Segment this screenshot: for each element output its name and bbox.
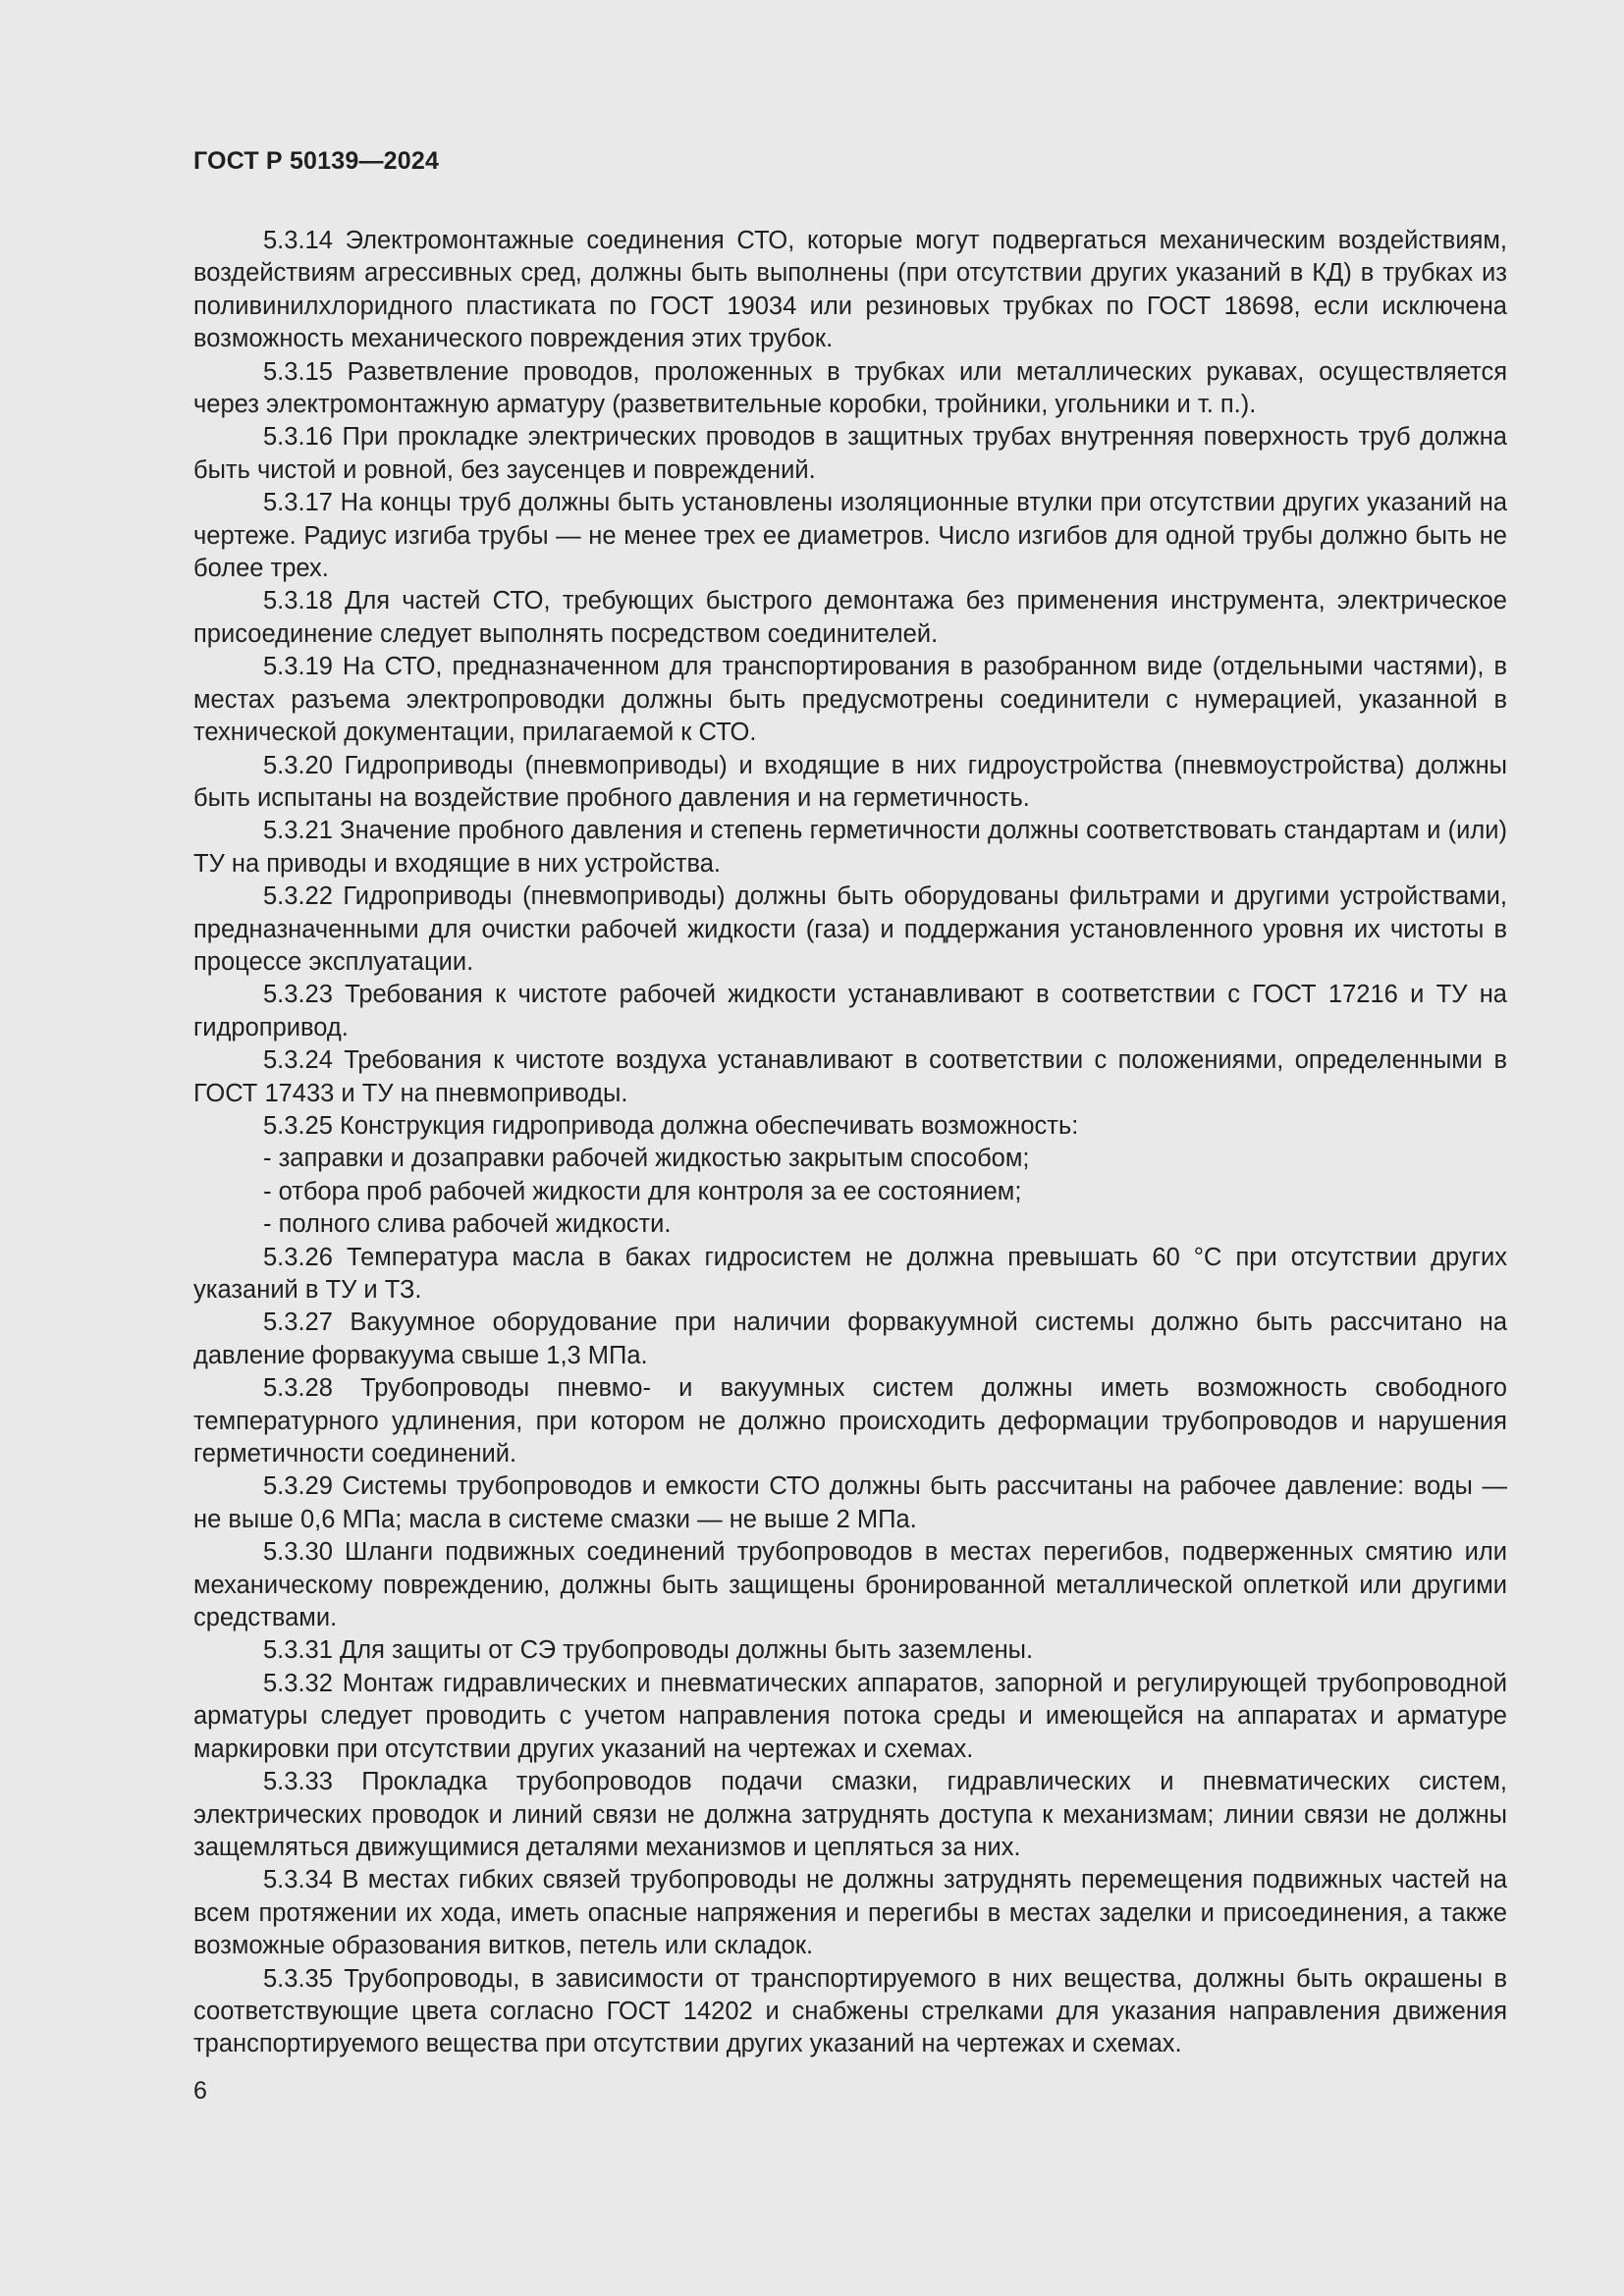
paragraph-5-3-28: 5.3.28 Трубопроводы пневмо- и вакуумных систем должны иметь возможность свободного температурного удлинения, при котором не должно происходить деформации трубопроводов и нарушения герметичности соединений. — [193, 1374, 1507, 1468]
paragraph-5-3-33: 5.3.33 Прокладка трубопроводов подачи смазки, гидравлических и пневматических систем, электрических проводок и линий связи не должна затруднять доступа к механизмам; линии связи не должны защемляться движущимися деталями механизмов и цепляться за них. — [193, 1768, 1507, 1861]
list-item: - заправки и дозаправки рабочей жидкостью закрытым способом; — [263, 1145, 1030, 1173]
paragraph-5-3-21: 5.3.21 Значение пробного давления и степень герметичности должны соответствовать стандартам и (или) ТУ на приводы и входящие в них устройства. — [193, 817, 1507, 878]
paragraph-5-3-26: 5.3.26 Температура масла в баках гидросистем не должна превышать 60 °С при отсутствии других указаний в ТУ и ТЗ. — [193, 1243, 1507, 1304]
document-header: ГОСТ Р 50139—2024 — [193, 147, 440, 175]
paragraph-5-3-15: 5.3.15 Разветвление проводов, проложенных в трубках или металлических рукавах, осуществляется через электромонтажную арматуру (разветвительные коробки, тройники, угольники и т. п.). — [193, 357, 1507, 419]
paragraph-5-3-29: 5.3.29 Системы трубопроводов и емкости СТО должны быть рассчитаны на рабочее давление: воды — не выше 0,6 МПа; масла в системе смазки — не выше 2 МПа. — [193, 1472, 1507, 1533]
list-item: - полного слива рабочей жидкости. — [263, 1210, 672, 1239]
list-item: - отбора проб рабочей жидкости для контроля за ее состоянием; — [263, 1177, 1022, 1205]
page-number: 6 — [193, 2077, 207, 2105]
paragraph-5-3-24: 5.3.24 Требования к чистоте воздуха устанавливают в соответствии с положениями, определенными в ГОСТ 17433 и ТУ на пневмоприводы. — [193, 1046, 1507, 1107]
paragraph-5-3-30: 5.3.30 Шланги подвижных соединений трубопроводов в местах перегибов, подверженных смятию или механическому повреждению, должны быть защищены бронированной металлической оплеткой или другими средствами. — [193, 1538, 1507, 1632]
paragraph-5-3-17: 5.3.17 На концы труб должны быть установлены изоляционные втулки при отсутствии других указаний на чертеже. Радиус изгиба трубы — не менее трех ее диаметров. Число изгибов для одной трубы должно быть не более трех. — [193, 489, 1507, 583]
paragraph-5-3-19: 5.3.19 На СТО, предназначенном для транспортирования в разобранном виде (отдельными частями), в местах разъема электропроводки должны быть предусмотрены соединители с нумерацией, указанной в технической документации, прилагаемой к СТО. — [193, 653, 1507, 747]
paragraph-5-3-14: 5.3.14 Электромонтажные соединения СТО, которые могут подвергаться механическим воздействиям, воздействиям агрессивных сред, должны быть выполнены (при отсутствии других указаний в КД) в трубках из поливинилхлоридного пластиката по ГОСТ 19034 или резиновых трубках по ГОСТ 18698, если исключена возможность механического повреждения этих трубок. — [193, 227, 1507, 353]
document-body — [193, 225, 1507, 2061]
paragraph-5-3-25: 5.3.25 Конструкция гидропривода должна обеспечивать возможность: — [263, 1111, 1079, 1140]
paragraph-5-3-18: 5.3.18 Для частей СТО, требующих быстрого демонтажа без применения инструмента, электрическое присоединение следует выполнять посредством соединителей. — [193, 587, 1507, 648]
paragraph-5-3-34: 5.3.34 В местах гибких связей трубопроводы не должны затруднять перемещения подвижных частей на всем протяжении их хода, иметь опасные напряжения и перегибы в местах заделки и присоединения, а также возможные образования витков, петель или складок. — [193, 1866, 1507, 1960]
paragraph-5-3-27: 5.3.27 Вакуумное оборудование при наличии форвакуумной системы должно быть рассчитано на давление форвакуума свыше 1,3 МПа. — [193, 1308, 1507, 1369]
paragraph-5-3-22: 5.3.22 Гидроприводы (пневмоприводы) должны быть оборудованы фильтрами и другими устройствами, предназначенными для очистки рабочей жидкости (газа) и поддержания установленного уровня их чистоты в процессе эксплуатации. — [193, 882, 1507, 976]
paragraph-5-3-35: 5.3.35 Трубопроводы, в зависимости от транспортируемого в них вещества, должны быть окрашены в соответствующие цвета согласно ГОСТ 14202 и снабжены стрелками для указания направления движения транспортируемого вещества при отсутствии других указаний на чертежах и схемах. — [193, 1964, 1507, 2058]
paragraph-5-3-16: 5.3.16 При прокладке электрических проводов в защитных трубах внутренняя поверхность труб должна быть чистой и ровной, без заусенцев и повреждений. — [193, 423, 1507, 484]
paragraph-5-3-23: 5.3.23 Требования к чистоте рабочей жидкости устанавливают в соответствии с ГОСТ 17216 и ТУ на гидропривод. — [193, 981, 1507, 1041]
paragraph-5-3-20: 5.3.20 Гидроприводы (пневмоприводы) и входящие в них гидроустройства (пневмоустройства) должны быть испытаны на воздействие пробного давления и на герметичность. — [193, 751, 1507, 812]
paragraph-5-3-31: 5.3.31 Для защиты от СЭ трубопроводы должны быть заземлены. — [263, 1636, 1034, 1665]
paragraph-5-3-32: 5.3.32 Монтаж гидравлических и пневматических аппаратов, запорной и регулирующей трубопроводной арматуры следует проводить с учетом направления потока среды и имеющейся на аппаратах и арматуре маркировки при отсутствии других указаний на чертежах и схемах. — [193, 1669, 1507, 1763]
